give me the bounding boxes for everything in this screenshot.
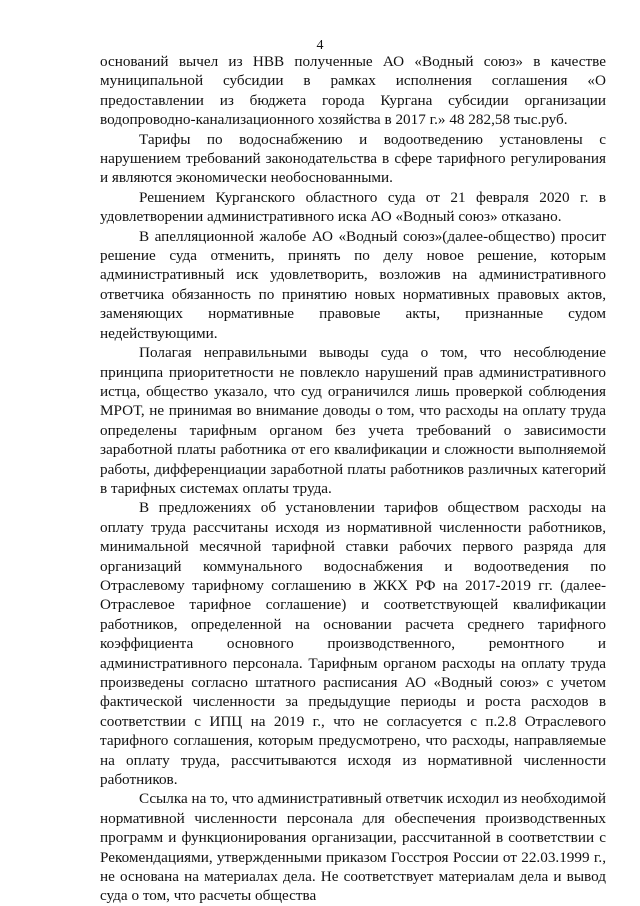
paragraph-7: Ссылка на то, что административный ответчик исходил из необходимой нормативной численности персонала для обеспечения производственных программ и функционирования организации, рассчитанной в соответствии с Рекомендациями, утвержденными приказом Госстроя России от 22.03.1999 г., не основана на материалах дела. Не соответствует материалам дела и вывод суда о том, что расчеты общества <box>100 790 606 905</box>
paragraph-3: Решением Курганского областного суда от 21 февраля 2020 г. в удовлетворении административного иска АО «Водный союз» отказано. <box>100 188 606 226</box>
paragraph-5: Полагая неправильными выводы суда о том, что несоблюдение принципа приоритетности не повлекло нарушений прав административного истца, общество указало, что суд ограничился лишь проверкой соблюдения МРОТ, не принимая во внимание доводы о том, что расходы на оплату труда определены тарифным органом без учета требований о зависимости заработной платы работника от его квалификации и сложности выполняемой работы, дифференциации заработной платы работников различных категорий в тарифных системах оплаты труда. <box>100 344 606 497</box>
paragraph-4: В апелляционной жалобе АО «Водный союз»(далее-общество) просит решение суда отменить, принять по делу новое решение, которым административный иск удовлетворить, возложив на административного ответчика обязанность по принятию новых нормативных правовых актов, заменяющих нормативные правовые акты, признанные судом недействующими. <box>100 227 606 342</box>
document-body <box>100 52 606 906</box>
paragraph-2: Тарифы по водоснабжению и водоотведению установлены с нарушением требований законодательства в сфере тарифного регулирования и являются экономически необоснованными. <box>100 130 606 187</box>
paragraph-1: оснований вычел из НВВ полученные АО «Водный союз» в качестве муниципальной субсидии в рамках исполнения соглашения «О предоставлении из бюджета города Кургана субсидии организации водопроводно-канализационного хозяйства в 2017 г.» 48 282,58 тыс.руб. <box>100 53 606 129</box>
page-number: 4 <box>316 38 324 53</box>
paragraph-6: В предложениях об установлении тарифов обществом расходы на оплату труда рассчитаны исходя из нормативной численности работников, минимальной месячной тарифной ставки рабочих первого разряда для организаций коммунального водоснабжения и водоотведения по Отраслевому тарифному соглашению в ЖКХ РФ на 2017-2019 гг. (далее-Отраслевое тарифное соглашение) и соответствующей квалификации работников, определенной на основании расчета среднего тарифного коэффициента основного производственного, ремонтного и административного персонала. Тарифным органом расходы на оплату труда произведены согласно штатного расписания АО «Водный союз» с учетом фактической численности за предыдущие периоды и роста расходов в соответствии с ИПЦ на 2019 г., что не согласуется с п.2.8 Отраслевого тарифного соглашения, которым предусмотрено, что расходы, направляемые на оплату труда, рассчитываются исходя из нормативной численности работников. <box>100 499 606 789</box>
